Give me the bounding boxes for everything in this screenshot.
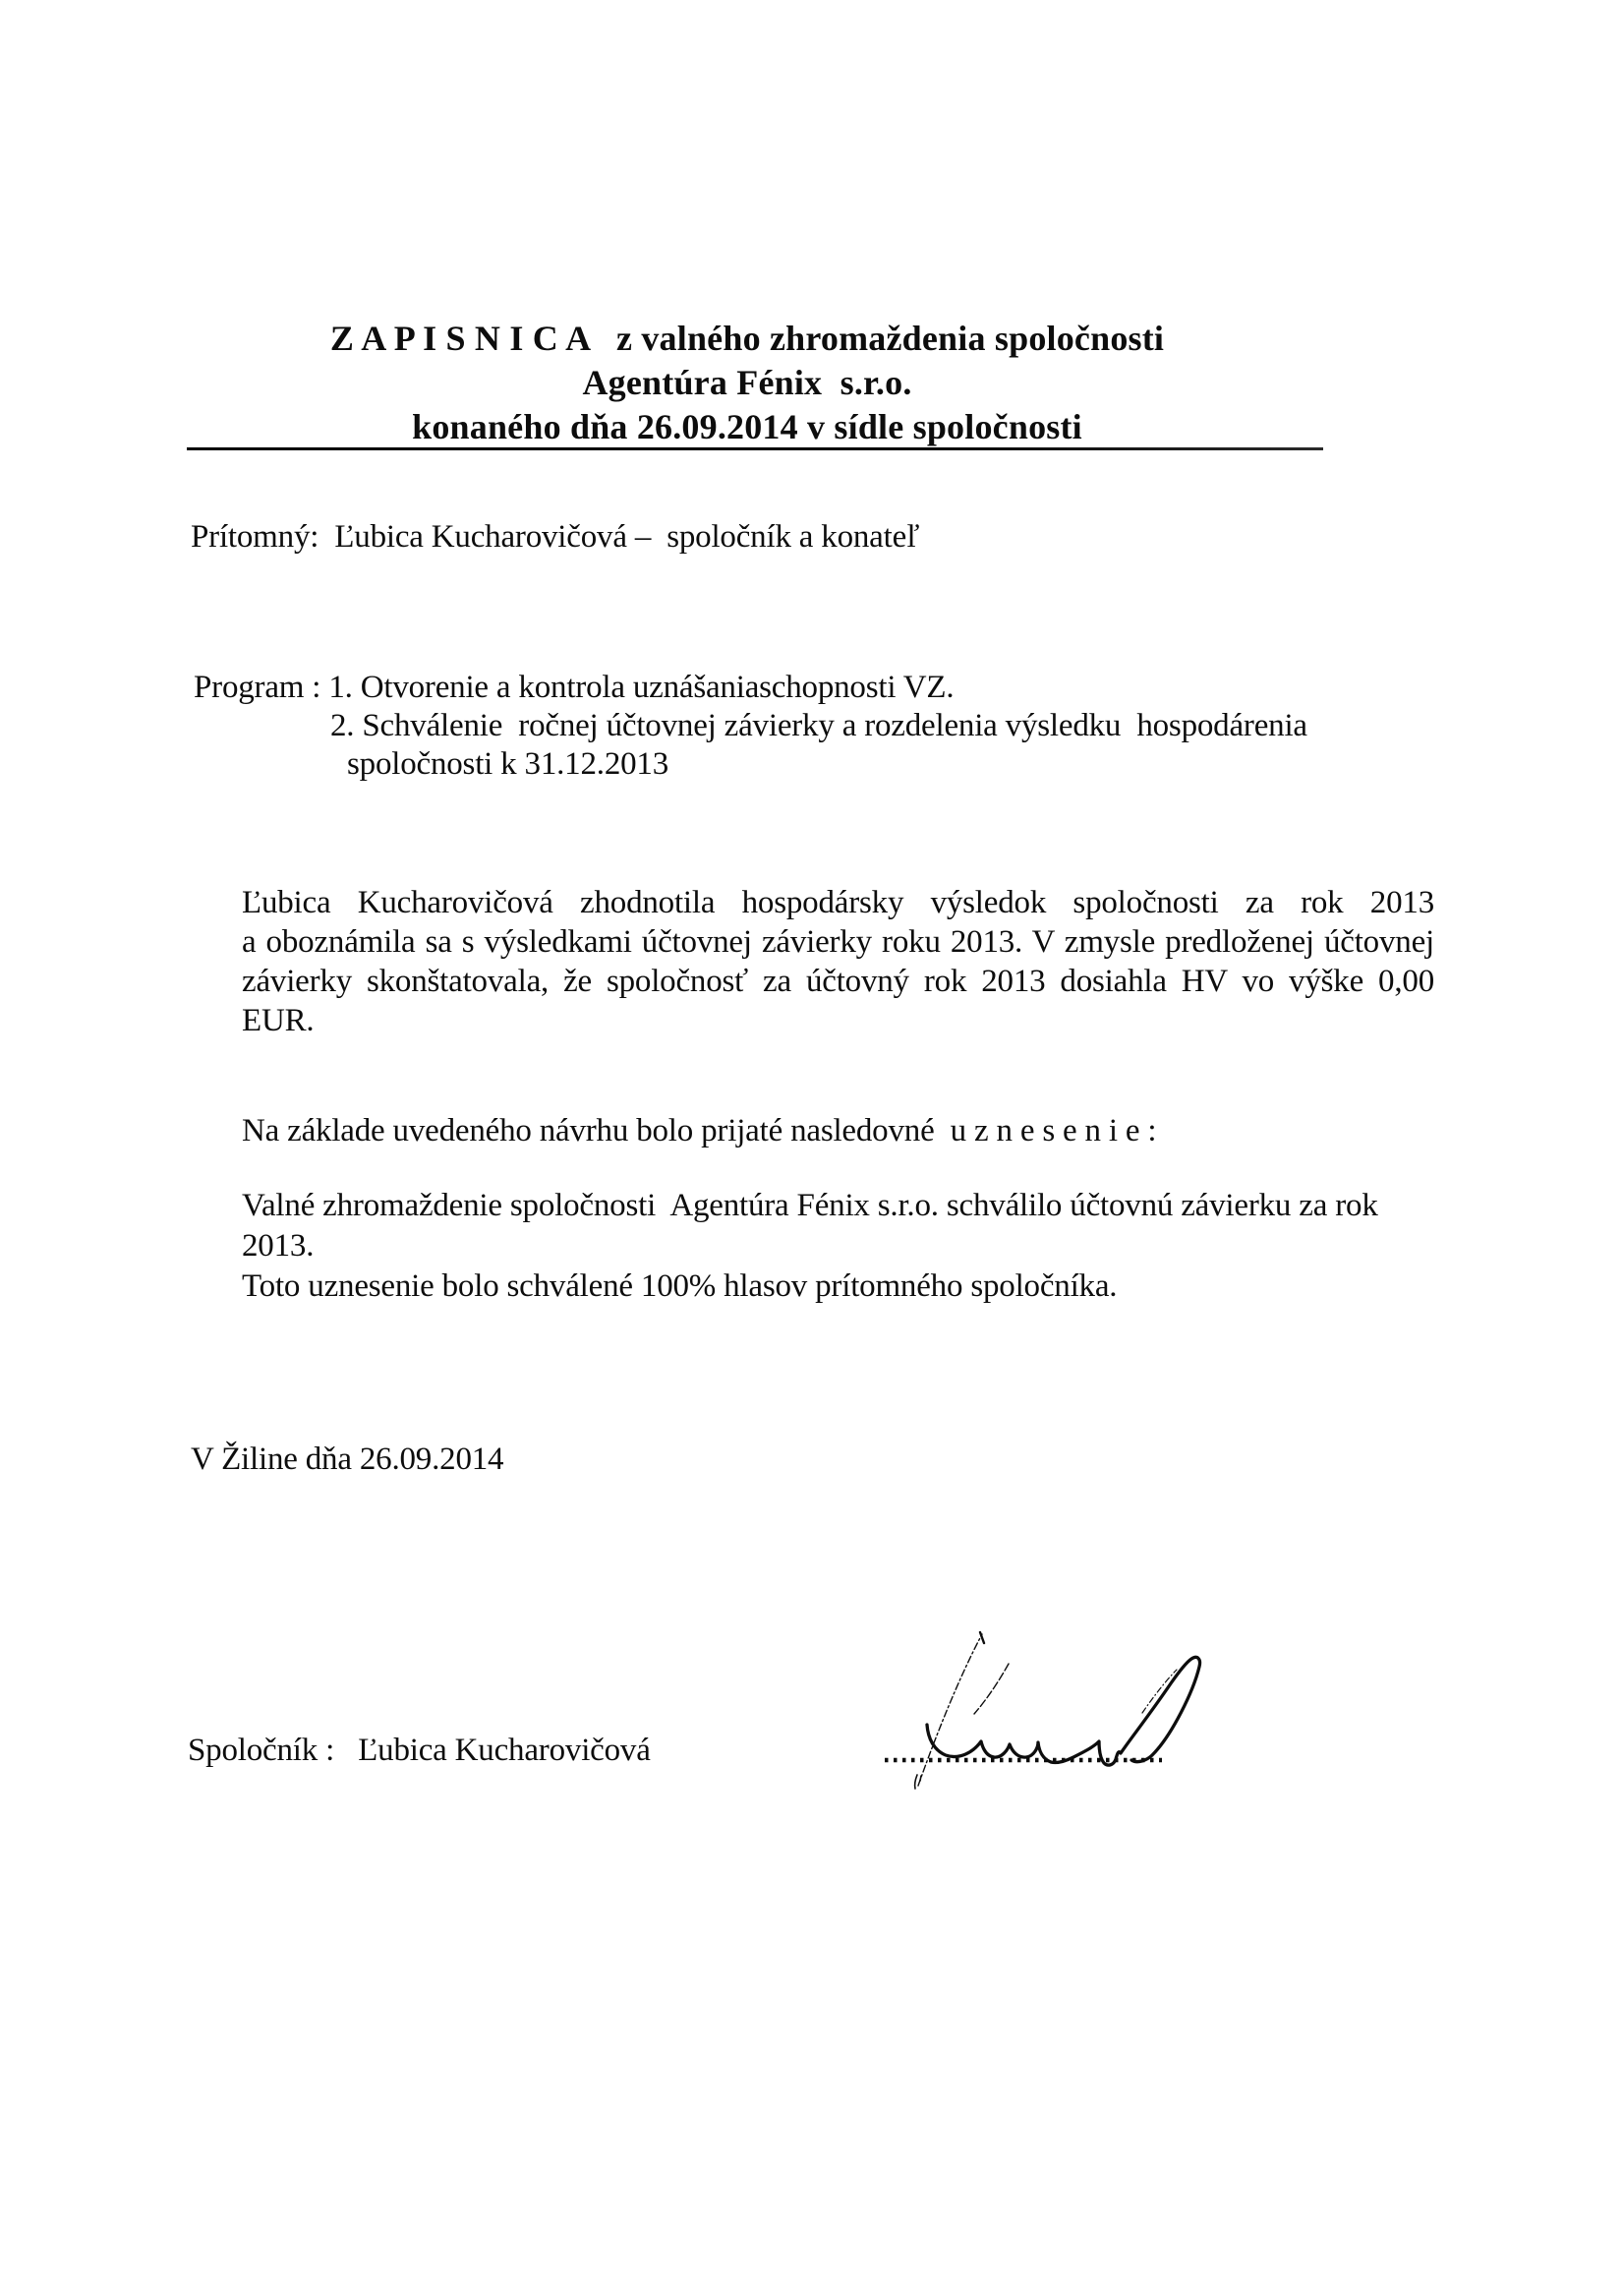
date-place-line: V Žiline dňa 26.09.2014 [191,1442,504,1477]
document-title [59,317,1435,449]
handwritten-signature-icon [865,1603,1307,1878]
title-line-2: Agentúra Fénix s.r.o. [582,363,912,402]
resolution-line-3: Toto uznesenie bolo schválené 100% hlasov prítomného spoločníka. [242,1268,1118,1304]
program-item-2: 2. Schválenie ročnej účtovnej závierky a rozdelenia výsledku hospodárenia [330,708,1307,743]
program-item-2-continuation: spoločnosti k 31.12.2013 [347,746,669,782]
title-line-1: Z A P I S N I C A z valného zhromaždenia spoločnosti [329,319,1165,358]
assessment-line-1: Ľubica Kucharovičová zhodnotila hospodársky výsledok spoločnosti za rok 2013 [242,885,1434,920]
title-underline-rule [187,447,1323,450]
resolution-section [242,1186,1378,1307]
resolution-intro-line: Na základe uvedeného návrhu bolo prijaté nasledovné u z n e s e n i e : [242,1113,1157,1148]
assessment-line-3: závierky skonštatovala, že spoločnosť za účtovný rok 2013 dosiahla HV vo výške 0,00 [242,964,1434,999]
present-line: Prítomný: Ľubica Kucharovičová – spoločník a konateľ [191,519,920,555]
program-item-1: Program : 1. Otvorenie a kontrola uznášaniaschopnosti VZ. [194,670,955,705]
resolution-line-2: 2013. [242,1228,315,1264]
program-section [194,669,1307,784]
resolution-line-1: Valné zhromaždenie spoločnosti Agentúra Fénix s.r.o. schválilo účtovnú závierku za rok [242,1188,1378,1223]
title-line-3: konaného dňa 26.09.2014 v sídle spoločnosti [412,407,1082,446]
assessment-line-2: a oboznámila sa s výsledkami účtovnej závierky roku 2013. V zmysle predloženej účtovnej [242,924,1434,960]
assessment-paragraph [242,883,1434,1040]
assessment-line-4: EUR. [242,1003,315,1038]
signatory-line: Spoločník : Ľubica Kucharovičová [188,1733,651,1768]
